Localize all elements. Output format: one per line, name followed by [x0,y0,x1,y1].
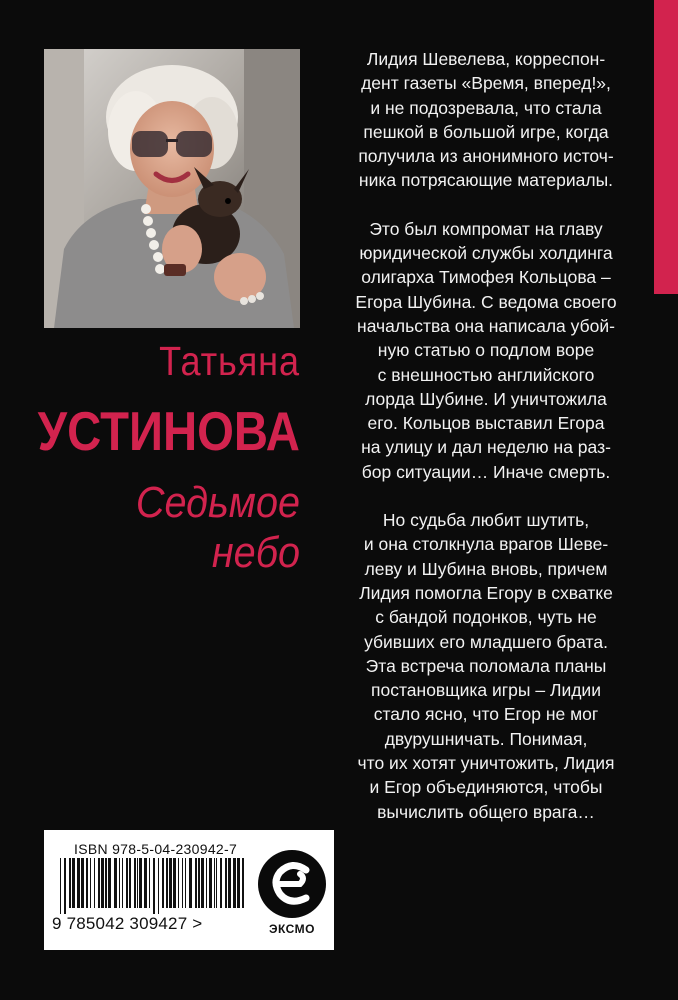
barcode-bar [206,858,207,908]
barcode-bar [225,858,227,908]
blurb-line: лорда Шубине. И уничтожила [365,388,607,409]
publisher-name: ЭКСМО [268,922,316,936]
blurb-line: на улицу и дал неделю на раз- [361,437,611,458]
barcode-bar [134,858,136,908]
blurb-paragraph-3 [320,508,652,824]
barcode-bar [166,858,168,908]
barcode-bar [185,858,186,908]
blurb-line: ную статью о подлом воре [377,340,595,361]
barcode-bar [126,858,128,908]
barcode-bar [201,858,204,908]
barcode-bar [209,858,212,908]
blurb-line: Лидия Шевелева, корреспон- [366,49,606,69]
eksmo-logo-icon [256,848,328,920]
barcode-bar [169,858,172,908]
barcode-bar [77,858,80,908]
blurb-line: Егора Шубина. С ведома своего [355,291,617,312]
book-title [40,478,300,578]
blurb-line: ника потрясающие материалы. [358,170,614,191]
blurb-line: Но судьба любит шутить, [382,510,590,531]
blurb-line: бор ситуации… Иначе смерть. [361,461,611,482]
barcode-bar [60,858,61,914]
blurb-line: и она столкнула врагов Шеве- [363,534,609,555]
book-title-line-1: Седьмое [135,478,300,527]
barcode-bar [86,858,88,908]
blurb-line: получила из анонимного источ- [358,146,614,167]
barcode-bar [216,858,217,908]
barcode-bar [195,858,197,908]
blurb-line: олигарха Тимофея Кольцова – [361,267,611,288]
barcode-panel [44,830,334,950]
blurb-line: убивших его младшего брата. [364,631,608,652]
barcode-bar [178,858,179,908]
barcode-image [58,858,248,914]
barcode-bar [72,858,75,908]
blurb-line: Это был компромат на главу [369,218,603,239]
barcode-digits: 9 785042 309427 > [52,914,203,933]
barcode-bar [220,858,222,908]
blurb-paragraph-2 [320,217,652,484]
blurb-line: что их хотят уничтожить, Лидия [357,753,615,774]
blurb-line: двурушничать. Понимая, [384,728,588,749]
barcode-bar [81,858,84,908]
barcode-bar [233,858,236,908]
author-last-name: УСТИНОВА [37,400,300,462]
blurb-line: с бандой подонков, чуть не [375,607,597,628]
blurb-line: юридической службы холдинга [359,243,613,264]
barcode-bar [94,858,95,908]
barcode-bar [114,858,117,908]
blurb-line: с внешностью английского [377,364,595,385]
barcode-bar [228,858,231,908]
blurb-line: Лидия помогла Егору в схватке [359,582,613,603]
barcode-bar [101,858,104,908]
blurb-line: леву и Шубина вновь, причем [364,558,608,579]
publisher-logo [256,848,328,940]
barcode-bar [90,858,91,908]
blurb [320,47,652,848]
barcode-bar [64,858,66,914]
blurb-paragraph-1 [320,47,652,193]
barcode-bar [129,858,131,908]
isbn-label: ISBN 978-5-04-230942-7 [74,841,238,857]
barcode-bar [158,858,159,914]
blurb-line: стало ясно, что Егор не мог [373,704,599,725]
barcode-bar [237,858,240,908]
barcode-bar [139,858,142,908]
barcode-bar [108,858,111,908]
barcode-bar [137,858,138,908]
barcode-bar [173,858,176,908]
blurb-line: и не подозревала, что стала [370,97,602,118]
barcode-bar [153,858,155,914]
author-photo [44,49,300,328]
barcode-bar [149,858,150,908]
barcode-bar [189,858,192,908]
barcode-bar [144,858,147,908]
barcode-bar [162,858,164,908]
blurb-line: пешкой в большой игре, когда [363,121,609,142]
accent-stripe [654,0,678,294]
book-title-line-2: небо [211,528,300,577]
blurb-line: его. Кольцов выставил Егора [367,413,605,434]
blurb-line: Эта встреча поломала планы [365,655,607,676]
barcode-bar [69,858,71,908]
barcode-bar [98,858,100,908]
blurb-line: постановщика игры – Лидии [371,680,601,701]
author-first-name: Татьяна [159,338,300,384]
blurb-line: вычислить общего врага… [377,801,595,822]
blurb-line: начальства она написала убой- [357,315,615,336]
barcode-bar [122,858,123,908]
barcode-bar [105,858,107,908]
barcode-bar [182,858,183,908]
barcode-bar [214,858,215,908]
barcode-bar [242,858,244,908]
barcode-bar [198,858,200,908]
blurb-line: дент газеты «Время, вперед!», [361,73,611,94]
blurb-line: и Егор объединяются, чтобы [369,777,603,798]
barcode-bar [119,858,120,908]
